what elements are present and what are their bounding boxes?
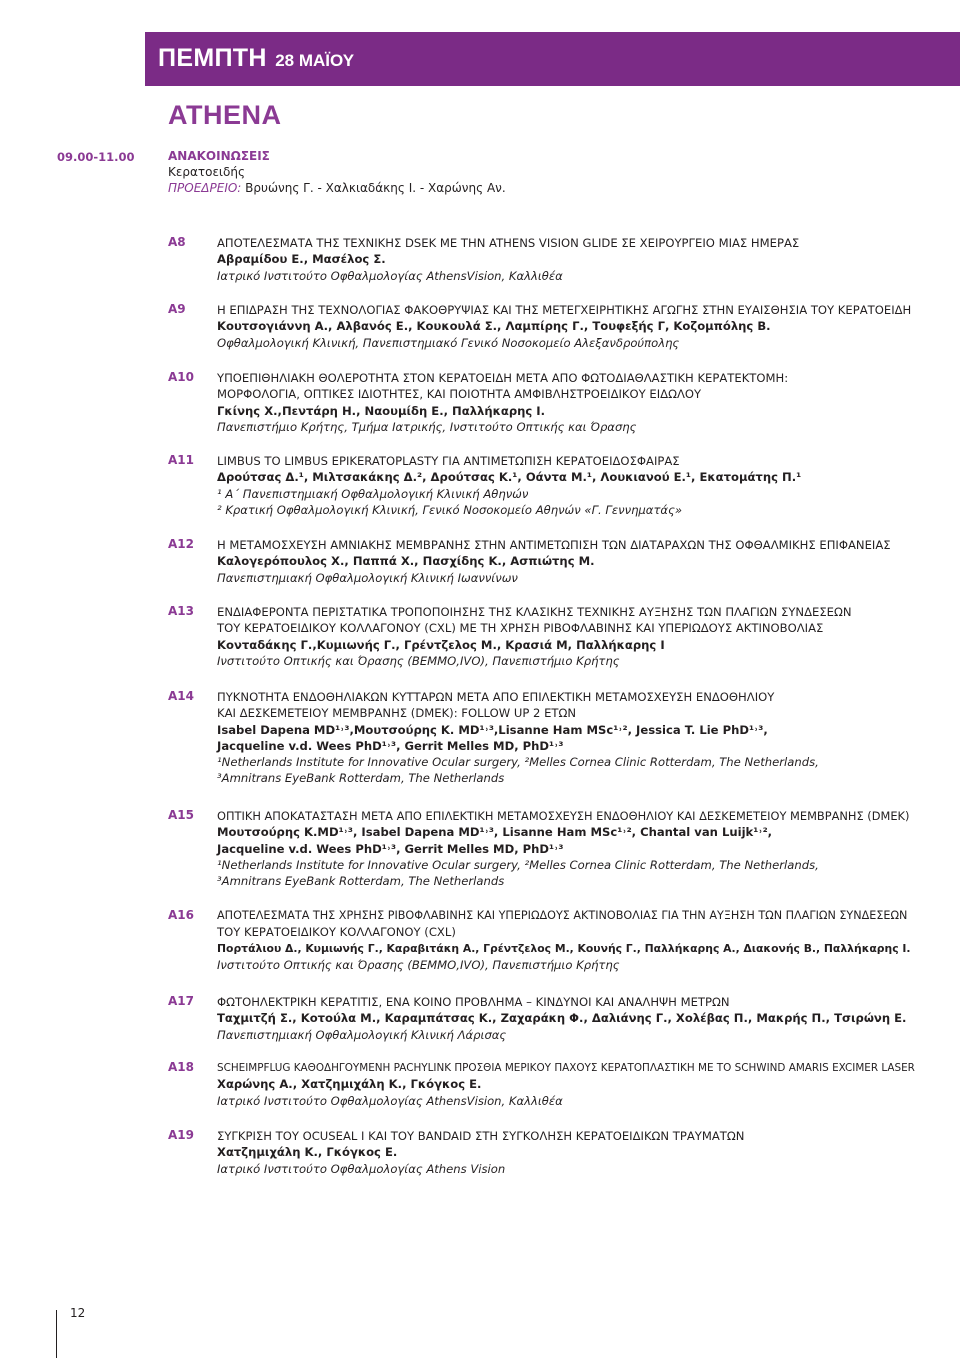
room-title: ATHENA xyxy=(168,100,282,130)
abstract-affiliation: ¹ Α΄ Πανεπιστημιακή Οφθαλμολογική Κλινική Αθηνών xyxy=(217,486,529,501)
abstract-body xyxy=(217,1128,917,1177)
abstract-affiliation: Πανεπιστήμιο Κρήτης, Τμήμα Ιατρικής, Ινστιτούτο Οπτικής και Όρασης xyxy=(217,419,637,434)
abstract-authors: Jacqueline v.d. Wees PhD¹˒³, Gerrit Melles MD, PhD¹˒³ xyxy=(217,738,564,753)
abstract-affiliation: Οφθαλμολογική Κλινική, Πανεπιστημιακό Γενικό Νοσοκομείο Αλεξανδρούπολης xyxy=(217,335,680,350)
abstract-code: A14 xyxy=(168,689,194,703)
abstract-title-line: Η ΕΠΙΔΡΑΣΗ ΤΗΣ ΤΕΧΝΟΛΟΓΙΑΣ ΦΑΚΟΘΡΥΨΙΑΣ ΚΑΙ ΤΗΣ ΜΕΤΕΓΧΕΙΡΗΤΙΚΗΣ ΑΓΩΓΗΣ ΣΤΗΝ ΕΥΑΙΣΘΗΣΙΑ ΤΟΥ ΚΕΡΑΤΟΕΙΔΗ xyxy=(217,303,912,317)
chairs-label: ΠΡΟΕΔΡΕΙΟ: xyxy=(168,181,242,195)
abstract-code: A11 xyxy=(168,453,194,467)
abstract-authors: Μουτσούρης Κ.MD¹˒³, Isabel Dapena MD¹˒³, Lisanne Ham MSc¹˒², Chantal van Luijk¹˒², xyxy=(217,825,773,840)
abstract-title-line: ΑΠΟΤΕΛΕΣΜΑΤΑ ΤΗΣ ΧΡΗΣΗΣ ΡΙΒΟΦΛΑΒΙΝΗΣ ΚΑΙ ΥΠΕΡΙΩΔΟΥΣ ΑΚΤΙΝΟΒΟΛΙΑΣ ΓΙΑ ΤΗΝ ΑΥΞΗΣΗ ΤΩΝ ΠΛΑΓΙΩΝ ΣΥΝΔΕΣΕΩΝ xyxy=(217,909,908,922)
abstract-affiliation: ¹Netherlands Institute for Innovative Ocular surgery, ²Melles Cornea Clinic Rotterdam, The Netherlands, xyxy=(217,857,819,872)
abstract-code: A17 xyxy=(168,994,194,1008)
abstract-body xyxy=(217,453,917,518)
abstract-code: A19 xyxy=(168,1128,194,1142)
abstract-body xyxy=(217,235,917,284)
abstract-authors: Χατζημιχάλη Κ., Γκόγκος Ε. xyxy=(217,1145,398,1160)
abstract-affiliation: Πανεπιστημιακή Οφθαλμολογική Κλινική Ιωαννίνων xyxy=(217,570,518,585)
abstract-authors: Καλογερόπουλος Χ., Παππά Χ., Πασχίδης Κ., Ασπιώτης Μ. xyxy=(217,554,595,569)
abstract-code: A8 xyxy=(168,235,186,249)
abstract-title-line: ΦΩΤΟΗΛΕΚΤΡΙΚΗ ΚΕΡΑΤΙΤΙΣ, ΕΝΑ ΚΟΙΝΟ ΠΡΟΒΛΗΜΑ – ΚΙΝΔΥΝΟΙ ΚΑΙ ΑΝΑΛΗΨΗ ΜΕΤΡΩΝ xyxy=(217,995,730,1009)
header-day: ΠΕΜΠΤΗ xyxy=(158,44,267,72)
abstract-code: A16 xyxy=(168,908,194,922)
abstract-authors: Πορτάλιου Δ., Κυμιωνής Γ., Καραβιτάκη Α., Γρέντζελος Μ., Κουνής Γ., Παλλήκαρης Α., Διακονής Β., Παλλήκαρης Ι. xyxy=(217,941,911,955)
abstract-authors: Αβραμίδου Ε., Μασέλος Σ. xyxy=(217,252,386,267)
abstract-authors: Χαρώνης Α., Χατζημιχάλη Κ., Γκόγκος Ε. xyxy=(217,1077,482,1092)
abstract-code: A9 xyxy=(168,302,186,316)
abstract-code: A10 xyxy=(168,370,194,384)
abstract-title-line: ΠΥΚΝΟΤΗΤΑ ΕΝΔΟΘΗΛΙΑΚΩΝ ΚΥΤΤΑΡΩΝ ΜΕΤΑ ΑΠΟ ΕΠΙΛΕΚΤΙΚΗ ΜΕΤΑΜΟΣΧΕΥΣΗ ΕΝΔΟΘΗΛΙΟΥ xyxy=(217,690,775,704)
session-block xyxy=(168,148,506,196)
abstract-title-line: SCHEIMPFLUG ΚΑΘΟΔΗΓΟΥΜΕΝΗ PACHYLINK ΠΡΟΣΘΙΑ ΜΕΡΙΚΟΥ ΠΑΧΟΥΣ ΚΕΡΑΤΟΠΛΑΣΤΙΚΗ ΜΕ ΤΟ SCHWIND AMARIS EXCIMER LASER xyxy=(217,1062,915,1074)
abstract-affiliation: Ινστιτούτο Οπτικής και Όρασης (ΒΕΜΜΟ,ΙVO), Πανεπιστήμιο Κρήτης xyxy=(217,653,620,668)
abstract-affiliation: Ινστιτούτο Οπτικής και Όρασης (ΒΕΜΜΟ,ΙVO), Πανεπιστήμιο Κρήτης xyxy=(217,957,620,972)
abstract-authors: Isabel Dapena MD¹˒³,Μουτσούρης Κ. MD¹˒³,Lisanne Ham MSc¹˒², Jessica T. Lie PhD¹˒³, xyxy=(217,722,768,737)
abstract-body xyxy=(217,370,917,435)
session-chairs xyxy=(168,180,506,196)
abstract-authors: Κουτσογιάννη Α., Αλβανός Ε., Κουκουλά Σ., Λαμπίρης Γ., Τουφεξής Γ, Κοζομπόλης Β. xyxy=(217,319,771,334)
session-title: ΑΝΑΚΟΙΝΩΣΕΙΣ xyxy=(168,149,270,163)
abstract-title-line: ΤΟΥ ΚΕΡΑΤΟΕΙΔΙΚΟΥ ΚΟΛΛΑΓΟΝΟΥ (CXL) xyxy=(217,925,456,940)
abstract-code: A13 xyxy=(168,604,194,618)
abstract-body xyxy=(217,994,917,1043)
abstract-title-line: ΟΠΤΙΚΗ ΑΠΟΚΑΤΑΣΤΑΣΗ ΜΕΤΑ ΑΠΟ ΕΠΙΛΕΚΤΙΚΗ ΜΕΤΑΜΟΣΧΕΥΣΗ ΕΝΔΟΘΗΛΙΟΥ ΚΑΙ ΔΕΣΚΕΜΕΤΕΙΟΥ ΜΕΜΒΡΑΝΗΣ (DMEK) xyxy=(217,809,910,823)
abstract-body xyxy=(217,1060,917,1109)
abstract-authors: Jacqueline v.d. Wees PhD¹˒³, Gerrit Melles MD, PhD¹˒³ xyxy=(217,841,564,856)
abstract-code: A12 xyxy=(168,537,194,551)
abstract-affiliation: ³Amnitrans EyeBank Rotterdam, The Netherlands xyxy=(217,874,505,889)
abstract-authors: Κονταδάκης Γ.,Κυμιωνής Γ., Γρέντζελος Μ., Κρασιά Μ, Παλλήκαρης Ι xyxy=(217,637,665,652)
header-date: 28 ΜΑΪΟΥ xyxy=(275,51,355,70)
abstract-affiliation: ² Κρατική Οφθαλμολογική Κλινική, Γενικό Νοσοκομείο Αθηνών «Γ. Γεννηματάς» xyxy=(217,502,683,517)
page-divider xyxy=(56,1310,57,1358)
abstract-title-line: Η ΜΕΤΑΜΟΣΧΕΥΣΗ ΑΜΝΙΑΚΗΣ ΜΕΜΒΡΑΝΗΣ ΣΤΗΝ ΑΝΤΙΜΕΤΩΠΙΣΗ ΤΩΝ ΔΙΑΤΑΡΑΧΩΝ ΤΗΣ ΟΦΘΑΛΜΙΚΗΣ ΕΠΙΦΑΝΕΙΑΣ xyxy=(217,538,891,552)
abstract-authors: Δρούτσας Δ.¹, Μιλτσακάκης Δ.², Δρούτσας Κ.¹, Οάντα Μ.¹, Λουκιανού Ε.¹, Εκατομάτης Π.¹ xyxy=(217,470,802,485)
abstract-title-line: ΣΥΓΚΡΙΣΗ ΤΟΥ OCUSEAL I ΚΑΙ ΤΟΥ BANDAID ΣΤΗ ΣΥΓΚΟΛΗΣΗ ΚΕΡΑΤΟΕΙΔΙΚΩΝ ΤΡΑΥΜΑΤΩΝ xyxy=(217,1129,745,1143)
abstract-title-line: ΚΑΙ ΔΕΣΚΕΜΕΤΕΙΟΥ ΜΕΜΒΡΑΝΗΣ (DMEK): FOLLOW UP 2 ΕΤΩΝ xyxy=(217,706,577,721)
abstract-affiliation: Ιατρικό Ινστιτούτο Οφθαλμολογίας AthensVision, Καλλιθέα xyxy=(217,1093,563,1108)
abstract-affiliation: ¹Netherlands Institute for Innovative Ocular surgery, ²Melles Cornea Clinic Rotterdam, The Netherlands, xyxy=(217,755,819,770)
abstract-body xyxy=(217,908,917,973)
abstract-body xyxy=(217,689,917,787)
abstract-title-line: LIMBUS TO LIMBUS EPIKERATOPLASTY ΓΙΑ ΑΝΤΙΜΕΤΩΠΙΣΗ ΚΕΡΑΤΟΕΙΔΟΣΦΑΙΡΑΣ xyxy=(217,454,680,468)
session-time: 09.00-11.00 xyxy=(57,150,135,164)
session-subtitle: Κερατοειδής xyxy=(168,165,245,179)
abstract-affiliation: Πανεπιστημιακή Οφθαλμολογική Κλινική Λάρισας xyxy=(217,1027,507,1042)
abstract-title-line: ΑΠΟΤΕΛΕΣΜΑΤΑ ΤΗΣ ΤΕΧΝΙΚΗΣ DSEK ΜΕ ΤΗΝ ATHENS VISION GLIDE ΣΕ ΧΕΙΡΟΥΡΓΕΙΟ ΜΙΑΣ ΗΜΕΡΑΣ xyxy=(217,236,800,250)
chairs-names: Βρυώνης Γ. - Χαλκιαδάκης Ι. - Χαρώνης Αν. xyxy=(245,181,506,195)
abstract-affiliation: ³Amnitrans EyeBank Rotterdam, The Netherlands xyxy=(217,771,505,786)
abstract-body xyxy=(217,808,917,889)
abstract-affiliation: Ιατρικό Ινστιτούτο Οφθαλμολογίας Athens Vision xyxy=(217,1161,506,1176)
abstract-title-line: ΤΟΥ ΚΕΡΑΤΟΕΙΔΙΚΟΥ ΚΟΛΛΑΓΟΝΟΥ (CXL) ΜΕ ΤΗ ΧΡΗΣΗ ΡΙΒΟΦΛΑΒΙΝΗΣ ΚΑΙ ΥΠΕΡΙΩΔΟΥΣ ΑΚΤΙΝΟΒΟΛΙΑΣ xyxy=(217,621,824,636)
abstract-code: A18 xyxy=(168,1060,194,1074)
abstract-authors: Ταχμιτζή Σ., Κοτούλα Μ., Καραμπάτσας Κ., Ζαχαράκη Φ., Δαλιάνης Γ., Χολέβας Π., Μακρής Π., Τσιρώνη Ε. xyxy=(217,1011,907,1026)
abstract-code: A15 xyxy=(168,808,194,822)
abstract-title-line: ΥΠΟΕΠΙΘΗΛΙΑΚΗ ΘΟΛΕΡΟΤΗΤΑ ΣΤΟΝ ΚΕΡΑΤΟΕΙΔΗ ΜΕΤΑ ΑΠΟ ΦΩΤΟΔΙΑΘΛΑΣΤΙΚΗ ΚΕΡΑΤΕΚΤΟΜΗ: xyxy=(217,371,789,385)
abstract-authors: Γκίνης Χ.,Πεντάρη Η., Ναουμίδη Ε., Παλλήκαρης Ι. xyxy=(217,403,546,418)
abstract-body xyxy=(217,537,917,586)
abstract-affiliation: Ιατρικό Ινστιτούτο Οφθαλμολογίας AthensVision, Καλλιθέα xyxy=(217,268,563,283)
page-number: 12 xyxy=(70,1306,86,1320)
abstract-title-line: ΜΟΡΦΟΛΟΓΙΑ, ΟΠΤΙΚΕΣ ΙΔΙΟΤΗΤΕΣ, ΚΑΙ ΠΟΙΟΤΗΤΑ ΑΜΦΙΒΛΗΣΤΡΟΕΙΔΙΚΟΥ ΕΙΔΩΛΟΥ xyxy=(217,387,702,402)
abstract-body xyxy=(217,302,917,351)
abstract-body xyxy=(217,604,917,669)
header-title xyxy=(158,44,354,73)
abstract-title-line: ΕΝΔΙΑΦΕΡΟΝΤΑ ΠΕΡΙΣΤΑΤΙΚΑ ΤΡΟΠΟΠΟΙΗΣΗΣ ΤΗΣ ΚΛΑΣΙΚΗΣ ΤΕΧΝΙΚΗΣ ΑΥΞΗΣΗΣ ΤΩΝ ΠΛΑΓΙΩΝ ΣΥΝΔΕΣΕΩΝ xyxy=(217,605,852,619)
